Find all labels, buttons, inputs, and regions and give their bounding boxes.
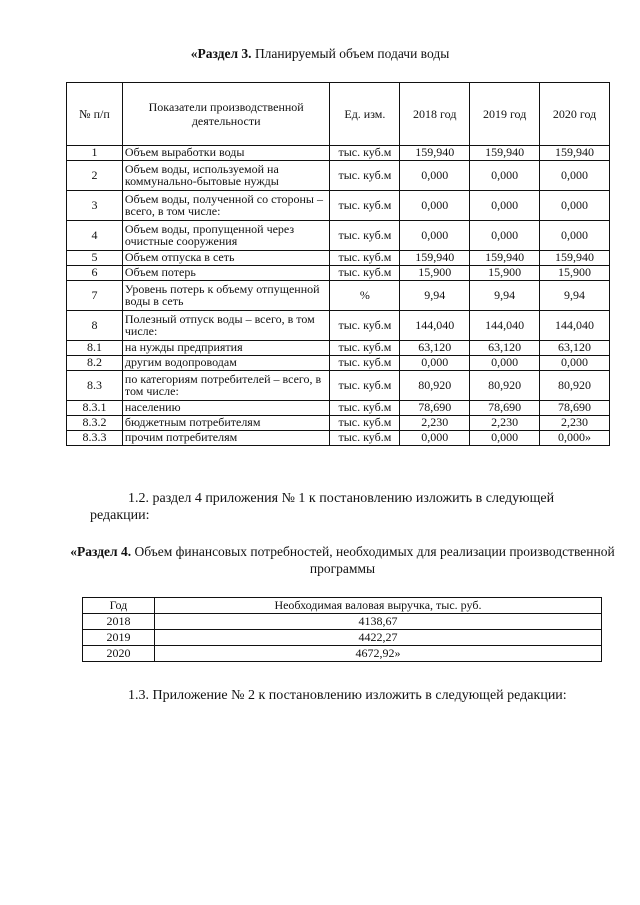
row-value-2020: 78,690 [540, 401, 610, 416]
section-4-title-bold: «Раздел 4. [70, 544, 132, 559]
row-indicator: другим водопроводам [122, 356, 330, 371]
table-row [83, 614, 602, 630]
row-value-2019: 0,000 [470, 191, 540, 221]
table-row [67, 401, 610, 416]
row-value-2019: 159,940 [470, 146, 540, 161]
row-value-2020: 80,920 [540, 371, 610, 401]
row-year: 2019 [83, 630, 155, 646]
row-indicator: Полезный отпуск воды – всего, в том числе: [122, 311, 330, 341]
row-value-2019: 2,230 [470, 416, 540, 431]
table-row [67, 311, 610, 341]
table-row [83, 646, 602, 662]
section-4-title-text: Объем финансовых потребностей, необходимых для реализации производственной программы [131, 544, 615, 576]
row-indicator: Объем отпуска в сеть [122, 251, 330, 266]
row-indicator: Объем потерь [122, 266, 330, 281]
row-unit: % [330, 281, 400, 311]
row-unit: тыс. куб.м [330, 431, 400, 446]
header-2020: 2020 год [540, 83, 610, 146]
row-unit: тыс. куб.м [330, 401, 400, 416]
row-unit: тыс. куб.м [330, 416, 400, 431]
row-value-2019: 0,000 [470, 431, 540, 446]
row-value-2019: 80,920 [470, 371, 540, 401]
row-unit: тыс. куб.м [330, 221, 400, 251]
table-row [67, 281, 610, 311]
row-value-2019: 9,94 [470, 281, 540, 311]
row-indicator: Объем выработки воды [122, 146, 330, 161]
row-revenue: 4672,92» [154, 646, 601, 662]
row-value-2018: 0,000 [400, 191, 470, 221]
row-value-2020: 159,940 [540, 251, 610, 266]
row-unit: тыс. куб.м [330, 311, 400, 341]
row-value-2020: 9,94 [540, 281, 610, 311]
row-value-2019: 0,000 [470, 221, 540, 251]
row-value-2019: 144,040 [470, 311, 540, 341]
header-year: Год [83, 598, 155, 614]
row-unit: тыс. куб.м [330, 371, 400, 401]
row-num: 8.3.3 [67, 431, 123, 446]
header-2018: 2018 год [400, 83, 470, 146]
row-unit: тыс. куб.м [330, 191, 400, 221]
row-num: 6 [67, 266, 123, 281]
table-header-row [83, 598, 602, 614]
row-value-2018: 144,040 [400, 311, 470, 341]
row-num: 8.3 [67, 371, 123, 401]
row-value-2020: 144,040 [540, 311, 610, 341]
table-row [67, 146, 610, 161]
table-row [67, 416, 610, 431]
row-num: 8.2 [67, 356, 123, 371]
row-unit: тыс. куб.м [330, 251, 400, 266]
row-value-2018: 0,000 [400, 356, 470, 371]
row-indicator: населению [122, 401, 330, 416]
table-header-row [67, 83, 610, 146]
row-num: 4 [67, 221, 123, 251]
table-row [67, 191, 610, 221]
row-unit: тыс. куб.м [330, 341, 400, 356]
row-num: 8 [67, 311, 123, 341]
row-indicator: по категориям потребителей – всего, в том числе: [122, 371, 330, 401]
row-value-2018: 2,230 [400, 416, 470, 431]
header-num: № п/п [67, 83, 123, 146]
row-num: 8.3.2 [67, 416, 123, 431]
row-value-2018: 0,000 [400, 221, 470, 251]
water-supply-table [66, 82, 610, 446]
row-indicator: Объем воды, полученной со стороны – всего, в том числе: [122, 191, 330, 221]
row-value-2019: 159,940 [470, 251, 540, 266]
row-value-2019: 78,690 [470, 401, 540, 416]
row-value-2018: 0,000 [400, 431, 470, 446]
row-value-2019: 0,000 [470, 356, 540, 371]
row-value-2020: 63,120 [540, 341, 610, 356]
row-value-2018: 15,900 [400, 266, 470, 281]
row-num: 3 [67, 191, 123, 221]
row-indicator: прочим потребителям [122, 431, 330, 446]
row-unit: тыс. куб.м [330, 356, 400, 371]
paragraph-1-2: 1.2. раздел 4 приложения № 1 к постановлению изложить в следующей редакции: [90, 491, 555, 523]
row-num: 8.1 [67, 341, 123, 356]
header-revenue: Необходимая валовая выручка, тыс. руб. [154, 598, 601, 614]
table-row [67, 161, 610, 191]
section-4-title [70, 544, 615, 577]
row-num: 2 [67, 161, 123, 191]
row-indicator: на нужды предприятия [122, 341, 330, 356]
row-value-2020: 15,900 [540, 266, 610, 281]
section-3-title-text: Планируемый объем подачи воды [251, 46, 450, 61]
row-value-2020: 0,000 [540, 191, 610, 221]
row-value-2018: 78,690 [400, 401, 470, 416]
paragraph-1-3: 1.3. Приложение № 2 к постановлению изложить в следующей редакции: [128, 688, 567, 703]
row-indicator: Объем воды, пропущенной через очистные сооружения [122, 221, 330, 251]
row-value-2020: 0,000 [540, 356, 610, 371]
row-value-2019: 15,900 [470, 266, 540, 281]
table-row [67, 266, 610, 281]
table-row [67, 431, 610, 446]
row-value-2020: 159,940 [540, 146, 610, 161]
row-value-2018: 0,000 [400, 161, 470, 191]
table-row [67, 371, 610, 401]
row-value-2018: 9,94 [400, 281, 470, 311]
header-indicator: Показатели производственной деятельности [122, 83, 330, 146]
row-indicator: Уровень потерь к объему отпущенной воды в сеть [122, 281, 330, 311]
row-indicator: бюджетным потребителям [122, 416, 330, 431]
header-2019: 2019 год [470, 83, 540, 146]
table-row [83, 630, 602, 646]
row-num: 5 [67, 251, 123, 266]
row-value-2019: 0,000 [470, 161, 540, 191]
table-row [67, 356, 610, 371]
row-revenue: 4138,67 [154, 614, 601, 630]
financial-needs-table [82, 597, 602, 662]
row-unit: тыс. куб.м [330, 266, 400, 281]
row-unit: тыс. куб.м [330, 146, 400, 161]
row-value-2020: 0,000» [540, 431, 610, 446]
row-num: 7 [67, 281, 123, 311]
row-value-2018: 159,940 [400, 251, 470, 266]
header-unit: Ед. изм. [330, 83, 400, 146]
row-value-2018: 80,920 [400, 371, 470, 401]
table-row [67, 341, 610, 356]
section-3-title-bold: «Раздел 3. [190, 46, 252, 61]
row-num: 1 [67, 146, 123, 161]
row-indicator: Объем воды, используемой на коммунально-бытовые нужды [122, 161, 330, 191]
row-value-2020: 0,000 [540, 221, 610, 251]
section-3-title [0, 46, 640, 62]
row-year: 2018 [83, 614, 155, 630]
row-value-2020: 0,000 [540, 161, 610, 191]
row-value-2019: 63,120 [470, 341, 540, 356]
row-value-2018: 159,940 [400, 146, 470, 161]
row-value-2020: 2,230 [540, 416, 610, 431]
row-num: 8.3.1 [67, 401, 123, 416]
table-row [67, 251, 610, 266]
row-year: 2020 [83, 646, 155, 662]
table-row [67, 221, 610, 251]
row-unit: тыс. куб.м [330, 161, 400, 191]
row-value-2018: 63,120 [400, 341, 470, 356]
row-revenue: 4422,27 [154, 630, 601, 646]
